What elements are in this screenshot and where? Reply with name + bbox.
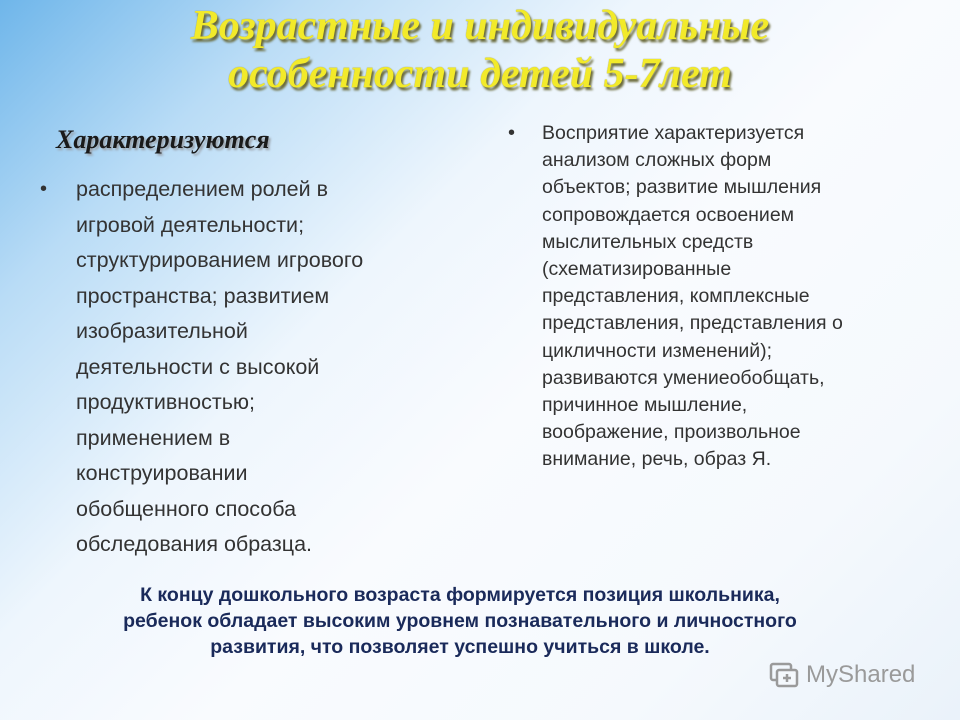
footer-line-3: развития, что позволяет успешно учиться в школе.: [210, 636, 710, 658]
bullet-icon: •: [40, 178, 48, 200]
right-line: представления, представления о: [542, 312, 843, 335]
footer-line-2: ребенок обладает высоким уровнем познавательного и личностного: [123, 610, 797, 632]
left-line: применением в: [76, 425, 231, 450]
left-line: распределением ролей в: [76, 177, 328, 201]
slide-title: [0, 2, 960, 98]
left-line: изобразительной: [76, 319, 248, 343]
conclusion-text: [0, 582, 920, 660]
left-line: конструировании: [76, 461, 248, 485]
myshared-logo-icon: [768, 659, 800, 691]
right-line: цикличности изменений);: [542, 339, 773, 362]
footer-line-1: К концу дошкольного возраста формируется позиция школьника,: [140, 584, 780, 606]
right-line: мыслительных средств: [542, 230, 754, 253]
left-line: обобщенного способа: [76, 496, 297, 521]
right-bullet-item: [508, 120, 913, 474]
right-line: Восприятие характеризуется: [542, 122, 805, 144]
title-line-2: особенности детей 5-7лет: [228, 51, 732, 97]
left-line: игровой деятельности;: [76, 212, 305, 237]
right-line: развиваются умениеобобщать,: [542, 366, 825, 389]
left-line: структурированием игрового: [76, 248, 364, 272]
title-line-1: Возрастные и индивидуальные: [190, 3, 770, 49]
right-line: причинное мышление,: [542, 394, 748, 417]
myshared-watermark[interactable]: [768, 655, 915, 695]
right-line: представления, комплексные: [542, 285, 810, 308]
right-line: объектов; развитие мышления: [542, 176, 822, 199]
watermark-text: MyShared: [806, 661, 916, 688]
left-line: деятельности с высокой: [76, 354, 320, 379]
right-line: (схематизированные: [542, 258, 732, 281]
left-bullet-item: [40, 172, 460, 563]
right-line: внимание, речь, образ Я.: [542, 448, 772, 471]
right-column: [508, 120, 913, 474]
left-column: [40, 172, 460, 563]
bullet-icon: •: [508, 122, 516, 144]
right-line: сопровождается освоением: [542, 203, 795, 226]
left-line: пространства; развитием: [76, 283, 330, 308]
right-line: анализом сложных форм: [542, 149, 772, 172]
left-line: обследования образца.: [76, 532, 312, 556]
left-line: продуктивностью;: [76, 390, 256, 414]
left-heading: Характеризуются: [56, 125, 270, 154]
right-line: воображение, произвольное: [542, 421, 801, 444]
